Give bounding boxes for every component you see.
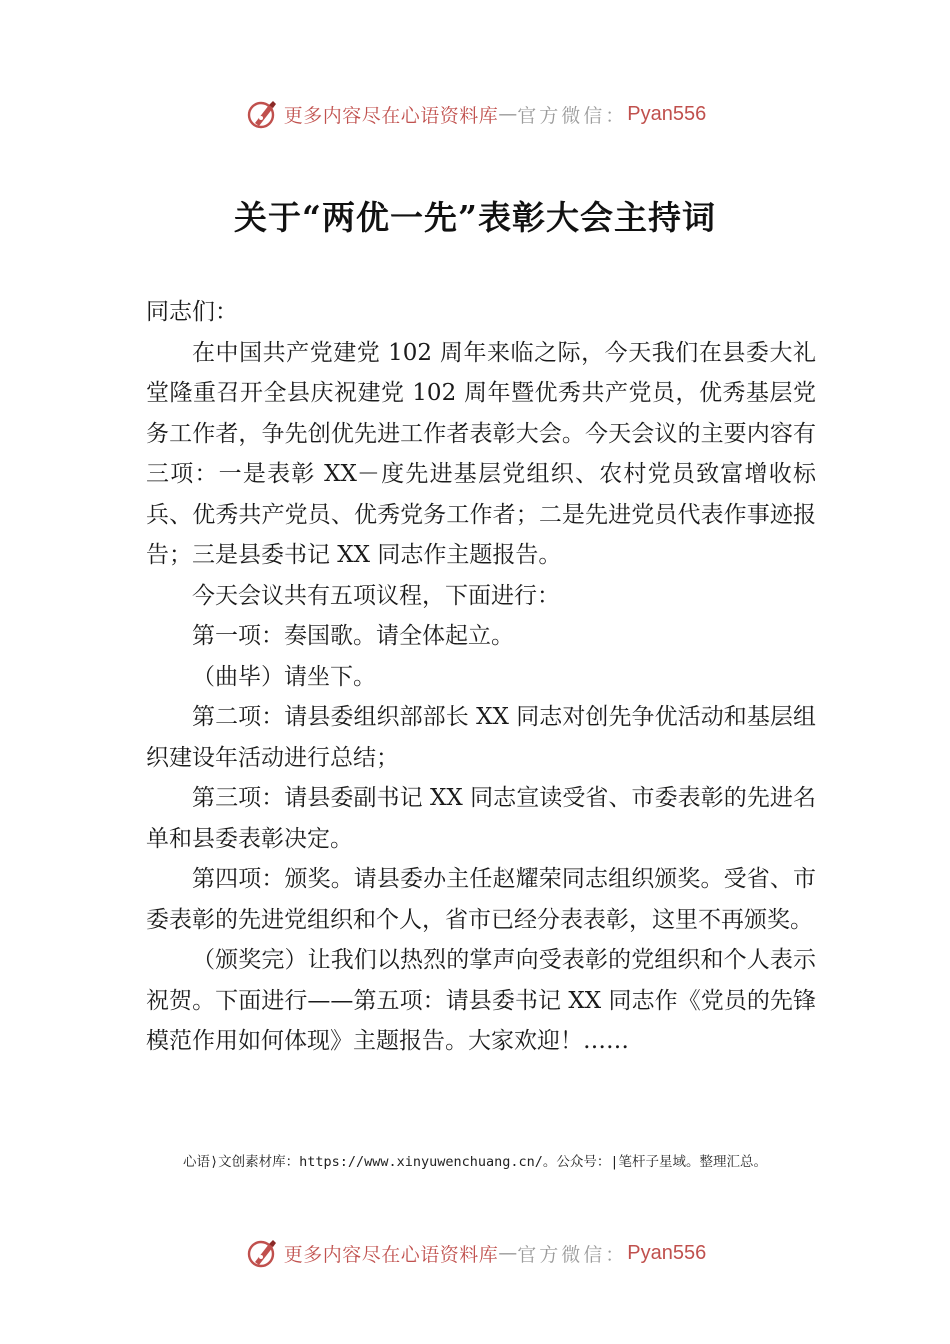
header-banner <box>0 94 950 134</box>
source-footnote: 心语⟩文创素材库：https://www.xinyuwenchuang.cn/。公众号：|笔杆子星域。整理汇总。 <box>182 1154 768 1170</box>
banner-wechat-label: 官方微信： <box>517 1243 628 1266</box>
footer-banner <box>0 1233 950 1273</box>
document-body <box>146 292 816 1062</box>
banner-dash: — <box>498 103 518 125</box>
agenda-item: （曲毕）请坐下。 <box>192 663 376 690</box>
agenda-item: 第二项：请县委组织部部长 XX 同志对创先争优活动和基层组织建设年活动进行总结； <box>146 704 816 771</box>
banner-wechat-id: Pyan556 <box>627 1241 707 1264</box>
document-title: 关于“两优一先”表彰大会主持词 <box>234 198 716 237</box>
banner-promo-text: 更多内容尽在心语资料库 <box>283 1243 499 1266</box>
pen-nib-logo-icon <box>244 96 280 132</box>
banner-promo-text: 更多内容尽在心语资料库 <box>283 104 499 127</box>
agenda-item: 第四项：颁奖。请县委办主任赵耀荣同志组织颁奖。受省、市委表彰的先进党组织和个人，省市已经分表表彰，这里不再颁奖。 <box>146 866 816 933</box>
paragraph: 今天会议共有五项议程，下面进行： <box>192 582 560 609</box>
banner-dash: — <box>498 1242 518 1264</box>
pen-nib-logo-icon <box>244 1235 280 1271</box>
banner-wechat-label: 官方微信： <box>517 104 628 127</box>
paragraph: 在中国共产党建党 102 周年来临之际，今天我们在县委大礼堂隆重召开全县庆祝建党 102 周年暨优秀共产党员，优秀基层党务工作者，争先创优先进工作者表彰大会。今天会议的主要内容有三项：一是表彰 XX－度先进基层党组织、农村党员致富增收标兵、优秀共产党员、优秀党务工作者；二是先进党员代表作事迹报告；三是县委书记 XX 同志作主题报告。 <box>146 339 816 568</box>
agenda-item: 第三项：请县委副书记 XX 同志宣读受省、市委表彰的先进名单和县委表彰决定。 <box>146 785 816 852</box>
agenda-item: （颁奖完）让我们以热烈的掌声向受表彰的党组织和个人表示祝贺。下面进行——第五项：请县委书记 XX 同志作《党员的先锋模范作用如何体现》主题报告。大家欢迎！…… <box>146 947 816 1054</box>
salutation: 同志们： <box>146 299 238 325</box>
banner-wechat-id: Pyan556 <box>627 102 707 125</box>
agenda-item: 第一项：奏国歌。请全体起立。 <box>192 623 514 649</box>
